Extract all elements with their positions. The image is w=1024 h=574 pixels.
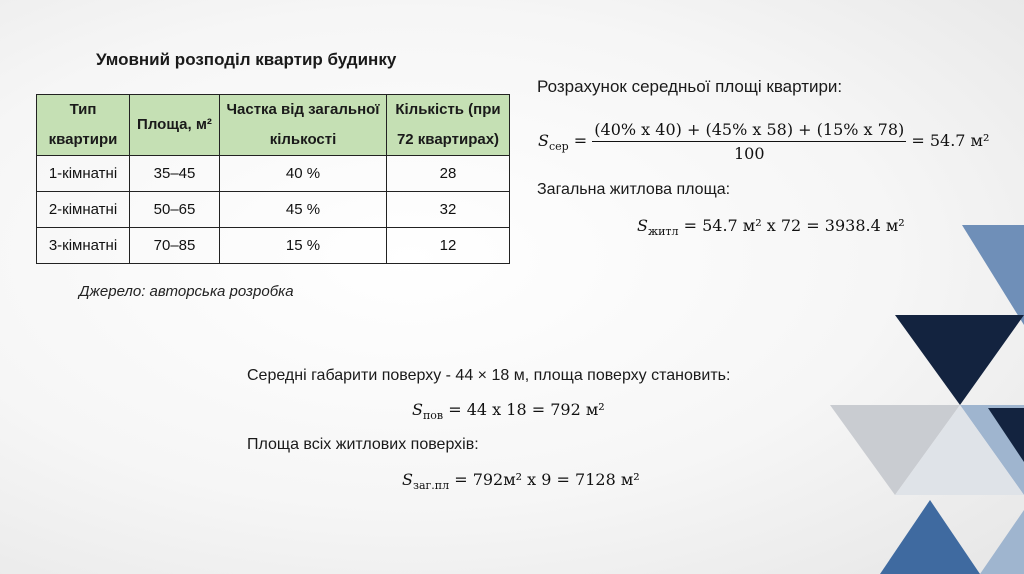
table-cell: 32 [387,192,510,228]
header-type: Тип квартири [37,95,130,156]
avg-area-formula: $S_{сер}$ = $\frac{(40\% x 40) + (45\% x 58) + (15\% x 78)}{100}$ = 54.7 м² [538,120,990,163]
table-row [37,156,510,192]
formula-rhs: = 792м² x 9 = 7128 м² [454,470,640,489]
triangle-shape [980,510,1024,574]
table-cell: 40 % [220,156,387,192]
formula-symbol: S [538,131,549,150]
source-note: Джерело: авторська розробка [79,283,294,300]
table-row [37,192,510,228]
formula-symbol: S [412,400,423,419]
table-cell: 1-кімнатні [37,156,130,192]
all-floors-heading: Площа всіх житлових поверхів: [247,436,479,453]
apartment-table [36,94,510,264]
table-cell: 70–85 [130,228,220,264]
fraction-denominator: 100 [733,144,765,163]
formula-subscript: житл [647,225,679,239]
avg-area-heading: Розрахунок середньої площі квартири: [537,77,843,96]
formula-rhs: = 44 x 18 = 792 м² [448,400,605,419]
table-cell: 2-кімнатні [37,192,130,228]
formula-result: = 54.7 м² [911,131,990,150]
floor-area-formula [412,400,605,422]
header-area: Площа, м² [130,95,220,156]
table-cell: 45 % [220,192,387,228]
formula-subscript: сер [548,140,569,154]
table-row [37,228,510,264]
header-count: Кількість (при 72 квартирах) [387,95,510,156]
table-cell: 15 % [220,228,387,264]
table-header-row [37,95,510,156]
formula-subscript: заг.пл [412,479,450,493]
formula-subscript: пов [422,409,444,423]
slide-title: Умовний розподіл квартир будинку [96,50,397,69]
formula-symbol: S [637,216,648,235]
formula-symbol: S [402,470,413,489]
formula-rhs: = 54.7 м² x 72 = 3938.4 м² [683,216,905,235]
header-share: Частка від загальної кількості [220,95,387,156]
triangle-shape [962,225,1024,325]
triangle-shape [895,315,1024,405]
decorative-triangles [794,0,1024,574]
all-floors-formula [402,470,640,492]
table-cell: 3-кімнатні [37,228,130,264]
floor-area-heading: Середні габарити поверху - 44 × 18 м, площа поверху становить: [247,367,731,384]
total-area-heading: Загальна житлова площа: [537,181,731,198]
triangle-shape [880,500,980,574]
table-cell: 35–45 [130,156,220,192]
table-cell: 12 [387,228,510,264]
fraction-numerator: (40% x 40) + (45% x 58) + (15% x 78) [592,120,906,142]
table-cell: 50–65 [130,192,220,228]
table-cell: 28 [387,156,510,192]
